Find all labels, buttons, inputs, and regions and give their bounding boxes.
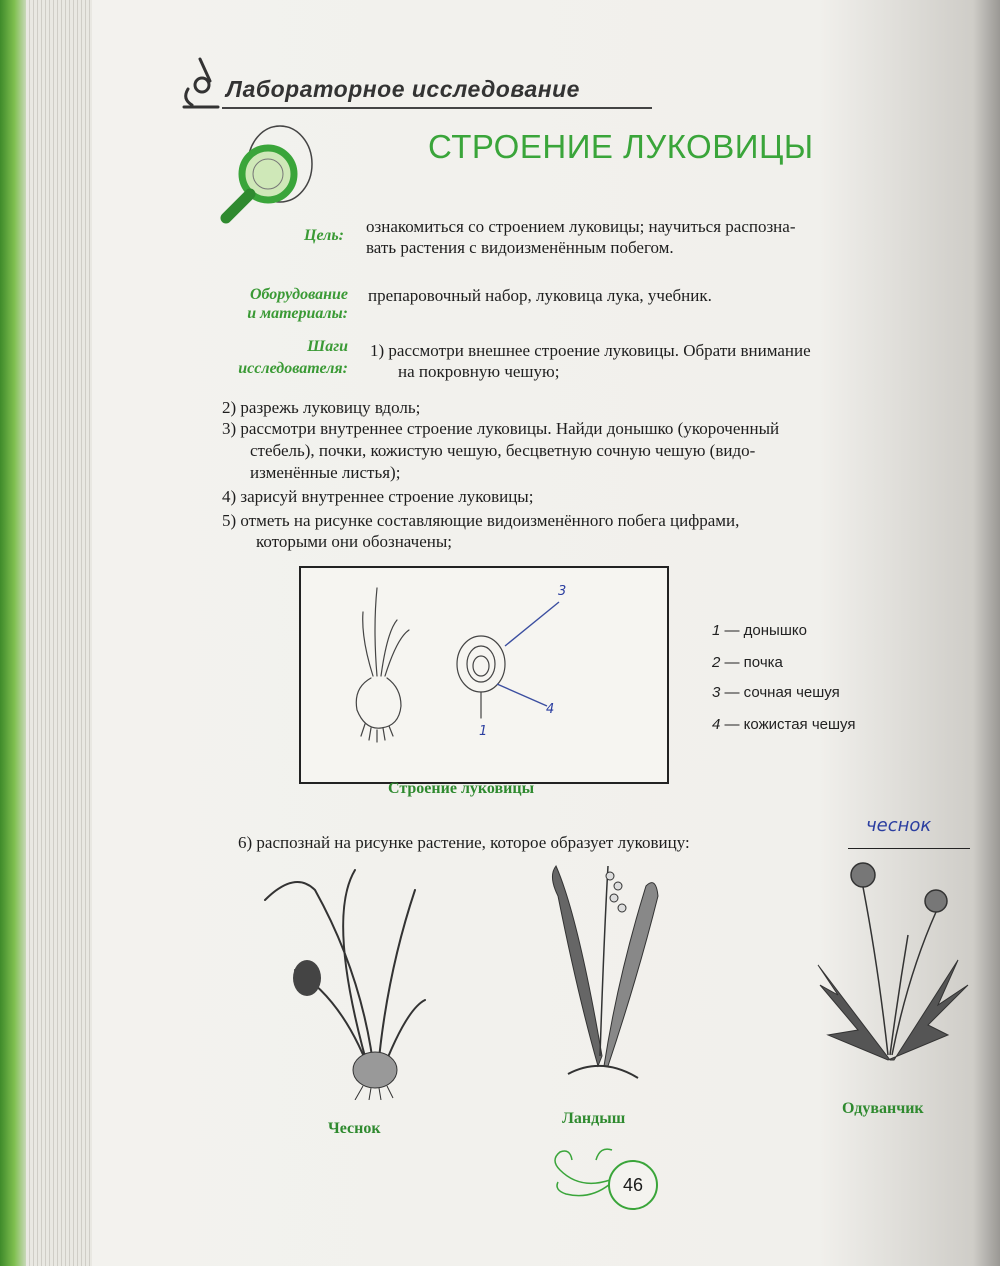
step-5-line-2: которыми они обозначены; [256,532,453,551]
goal-line-1: ознакомиться со строением луковицы; научиться распозна- [366,217,796,236]
book-spine-edge [0,0,26,1266]
bulb-sketch [301,568,663,778]
plant-label-garlic: Чеснок [328,1120,381,1137]
equipment-label-2: и материалы: [247,305,348,322]
step-3-line-1: 3) рассмотри внутреннее строение луковицы. Найди донышко (укороченный [222,419,780,438]
step-5-line-1: 5) отметь на рисунке составляющие видоизменённого побега цифрами, [222,511,740,530]
step-6: 6) распознай на рисунке растение, которое образует луковицу: [238,833,690,852]
step-2: 2) разрежь луковицу вдоль; [222,398,421,417]
step-3-line-2: стебель), почки, кожистую чешую, бесцветную сочную чешую (видо- [250,441,756,460]
step-1-line-1: 1) рассмотри внешнее строение луковицы. Обрати внимание [370,341,811,360]
answer-line [848,848,970,849]
answer-text: чеснок [866,815,932,836]
garlic-illustration [255,860,430,1100]
lily-of-the-valley-illustration [538,856,663,1091]
equipment-label-1: Оборудование [249,286,348,303]
page-number: 46 [608,1160,658,1210]
steps-label-1: Шаги [307,338,348,355]
page-title: СТРОЕНИЕ ЛУКОВИЦЫ [428,128,814,165]
plant-label-lily: Ландыш [562,1110,626,1127]
steps-label-2: исследователя: [238,360,348,377]
step-1-line-2: на покровную чешую; [398,362,560,381]
magnifier-icon [212,118,322,228]
bulb-mark-1: 1 [479,724,488,739]
equipment-text: препаровочный набор, луковица лука, учебник. [368,286,712,305]
floral-ornament-icon [540,1140,618,1202]
goal-label: Цель: [304,227,344,244]
dandelion-illustration [808,855,973,1080]
goal-line-2: вать растения с видоизменённым побегом. [366,238,674,257]
step-3-line-3: изменённые листья); [250,463,401,482]
step-4: 4) зарисуй внутреннее строение луковицы; [222,487,534,506]
legend-item-1: 1 — донышко [712,622,807,639]
drawing-caption: Строение луковицы [388,780,535,797]
plant-label-dandelion: Одуванчик [842,1100,924,1117]
legend-item-4: 4 — кожистая чешуя [712,716,856,733]
legend-item-2: 2 — почка [712,654,783,671]
bulb-mark-3: 3 [558,584,567,599]
header-underline [222,107,652,109]
microscope-icon [178,55,226,113]
bulb-mark-4: 4 [546,702,555,717]
section-title: Лабораторное исследование [226,76,580,102]
page-stack [26,0,96,1266]
legend-item-3: 3 — сочная чешуя [712,684,840,701]
